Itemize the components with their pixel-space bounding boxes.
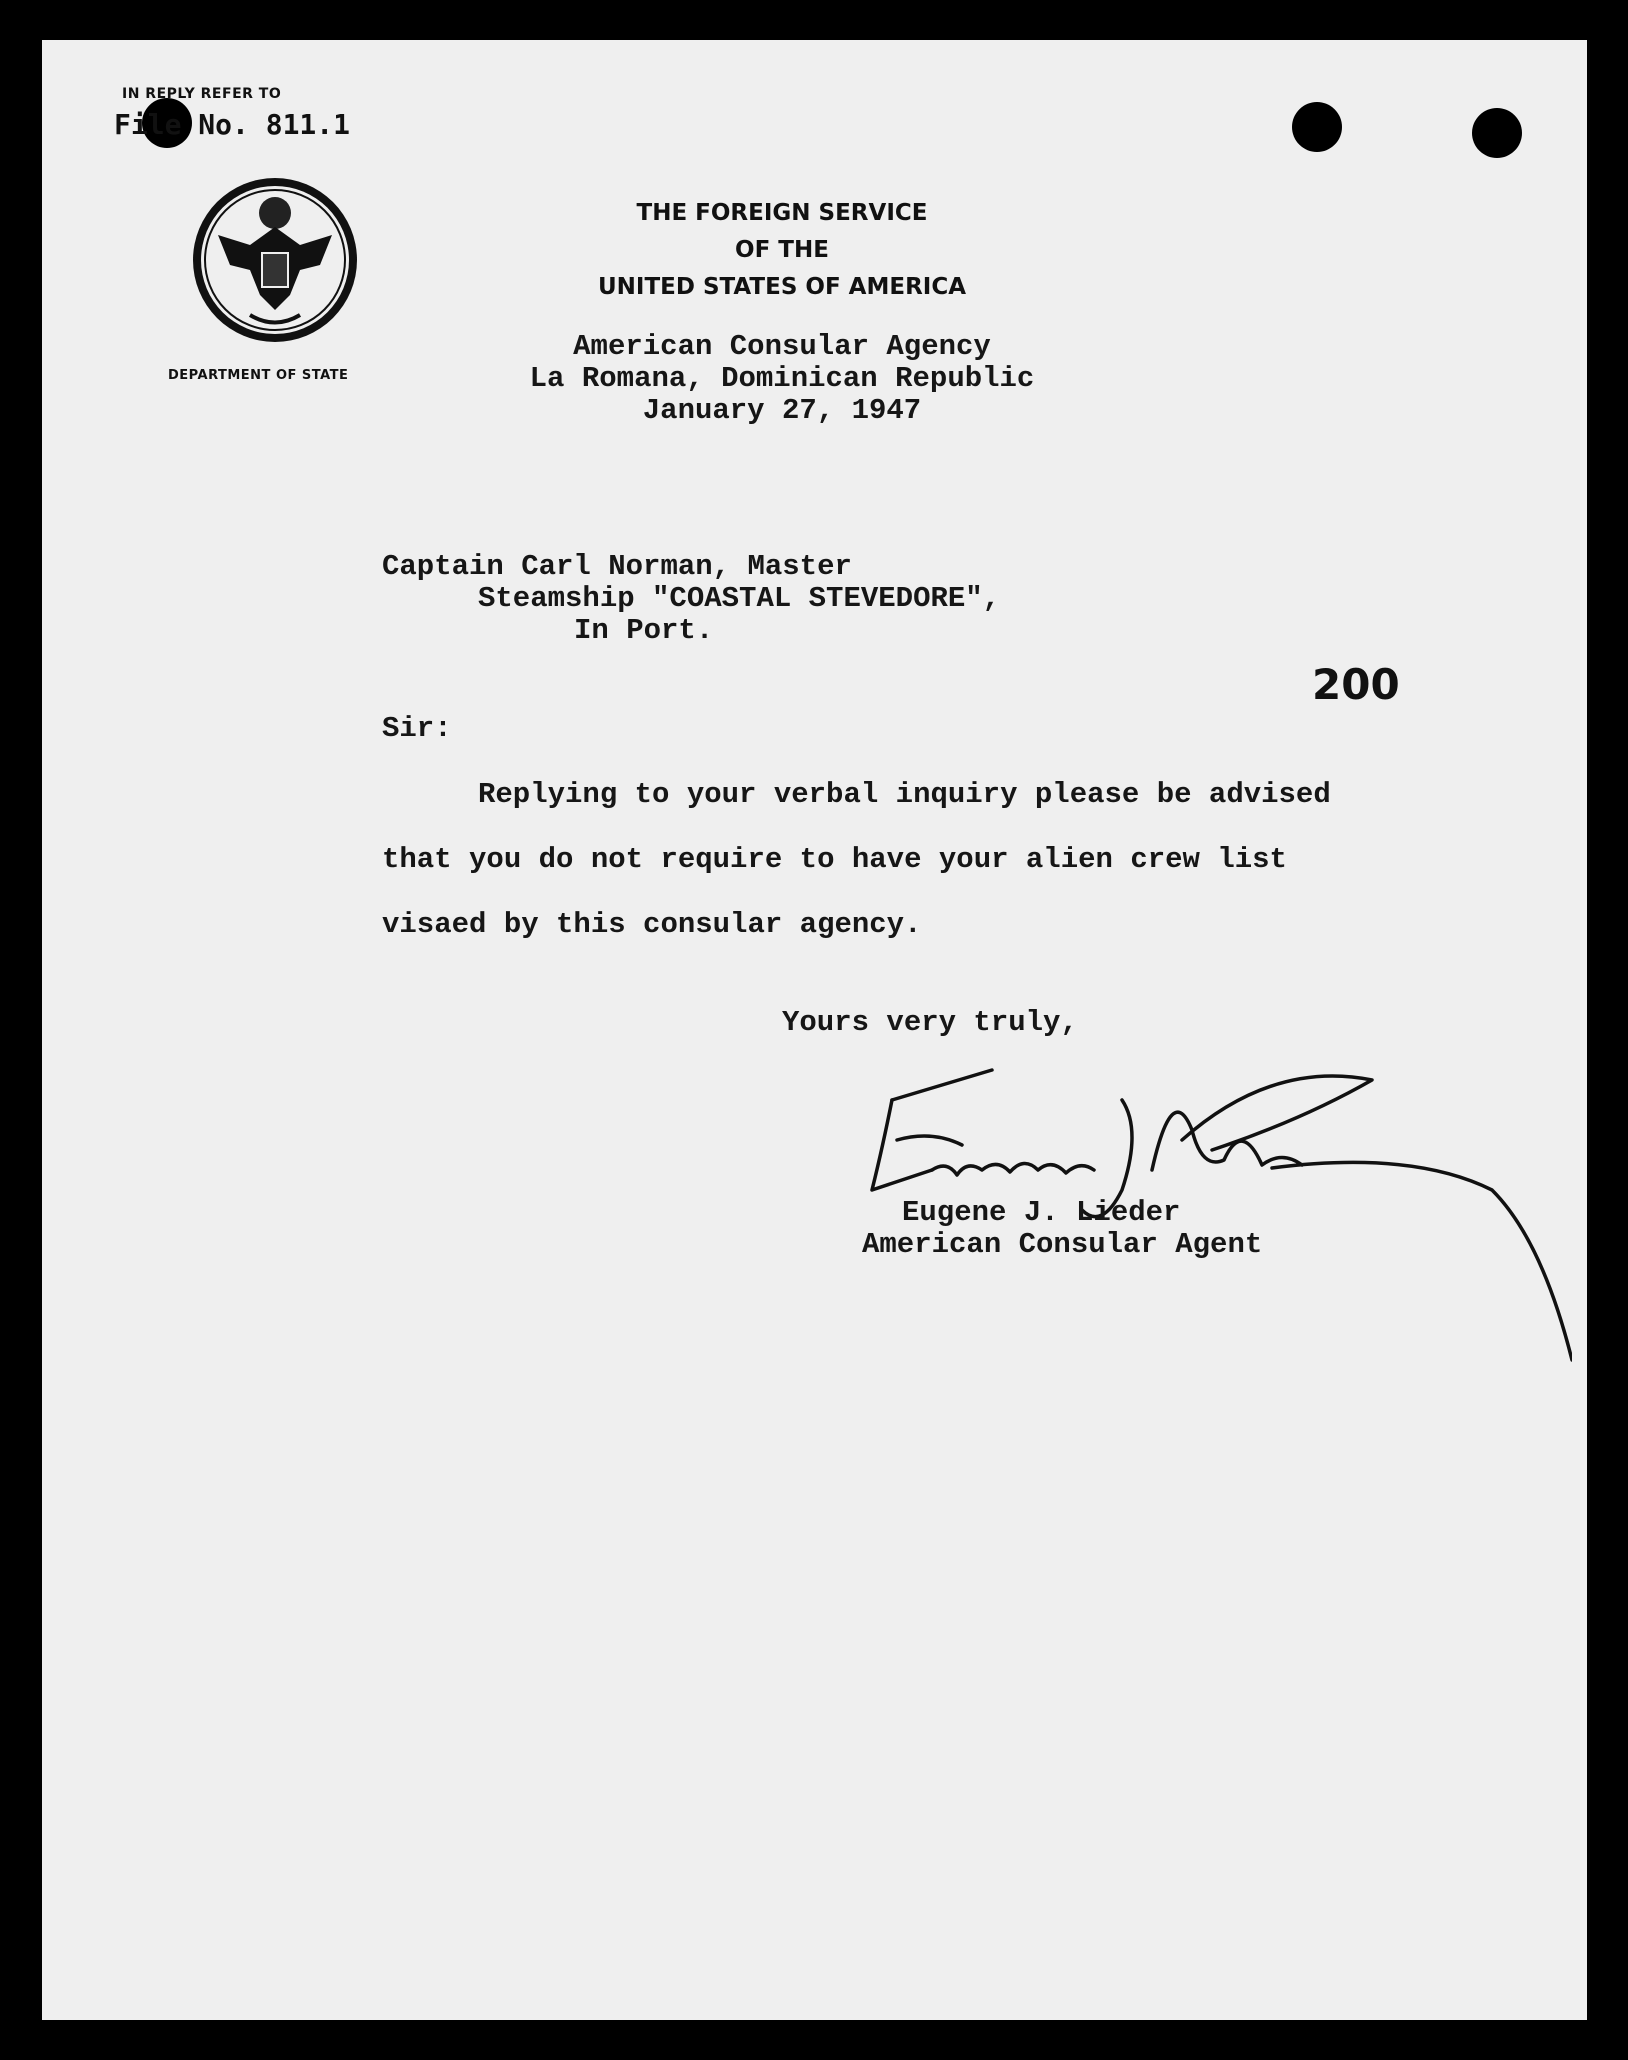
office-location: La Romana, Dominican Republic xyxy=(529,362,1035,395)
salutation: Sir: xyxy=(382,712,452,745)
reply-refer-label: IN REPLY REFER TO xyxy=(122,86,282,102)
letterhead-line-2: OF THE xyxy=(735,237,829,263)
body-line-1: Replying to your verbal inquiry please be advised xyxy=(478,778,1331,811)
letterhead-line-3: UNITED STATES OF AMERICA xyxy=(597,274,967,300)
office-name: American Consular Agency xyxy=(573,330,991,363)
closing: Yours very truly, xyxy=(782,1006,1078,1039)
signatory-title: American Consular Agent xyxy=(862,1228,1263,1261)
punch-hole xyxy=(1292,102,1342,152)
department-seal-icon xyxy=(190,175,360,345)
file-number: File No. 811.1 xyxy=(114,108,351,141)
punch-hole xyxy=(1472,108,1522,158)
addressee-line-2: Steamship "COASTAL STEVEDORE", xyxy=(478,582,1001,615)
body-line-3: visaed by this consular agency. xyxy=(382,908,922,941)
addressee-line-3: In Port. xyxy=(574,614,714,647)
body-line-2: that you do not require to have your alien crew list xyxy=(382,843,1287,876)
letterhead-line-1: THE FOREIGN SERVICE xyxy=(636,200,928,226)
signatory-name: Eugene J. Lieder xyxy=(902,1196,1181,1229)
letter-page xyxy=(42,40,1587,2020)
department-of-state-label: DEPARTMENT OF STATE xyxy=(168,368,349,383)
letter-date: January 27, 1947 xyxy=(642,394,922,427)
stamp-number: 200 xyxy=(1312,660,1400,709)
addressee-line-1: Captain Carl Norman, Master xyxy=(382,550,852,583)
